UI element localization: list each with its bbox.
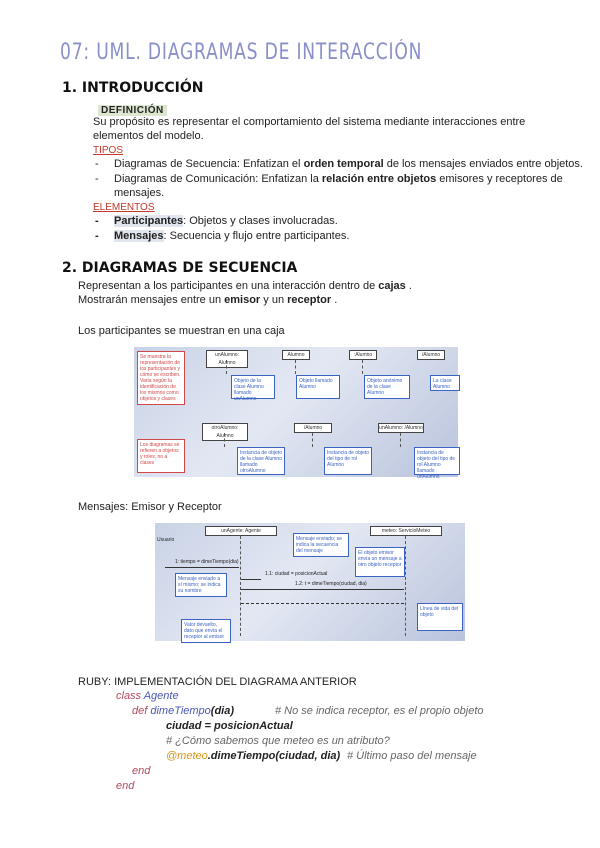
code-ivar: @meteo bbox=[166, 750, 208, 762]
ruby-caption: RUBY: IMPLEMENTACIÓN DEL DIAGRAMA ANTERIOR bbox=[78, 676, 357, 688]
code-keyword: def bbox=[132, 705, 148, 717]
line2-bold-emisor: emisor bbox=[224, 294, 261, 306]
tipo-secuencia bbox=[114, 157, 583, 171]
elemento-mensajes bbox=[114, 229, 349, 243]
line1-bold: cajas bbox=[378, 280, 406, 292]
participant-box-agente: unAgente: Agente bbox=[205, 526, 277, 536]
participant-box: /Alumno bbox=[417, 350, 445, 360]
note-instancia-rol-nombrada: Instancia de objeto del tipo de rol Alumno llamado unAlumno bbox=[414, 447, 460, 475]
line2-suffix: . bbox=[331, 294, 338, 306]
self-message-arrow bbox=[241, 579, 261, 580]
participant-box: :Alumno bbox=[349, 350, 377, 360]
code-end: end bbox=[132, 765, 151, 777]
line1-suffix: . bbox=[405, 280, 412, 292]
definicion-label-text: DEFINICIÓN bbox=[98, 105, 167, 116]
bullet-dash: - bbox=[95, 215, 99, 227]
lifeline bbox=[295, 360, 296, 374]
code-line-class bbox=[116, 689, 179, 704]
elemento-participantes bbox=[114, 214, 338, 228]
secuencia-line2 bbox=[78, 293, 337, 307]
lifeline bbox=[400, 433, 401, 447]
note-clase: La clase Alumno bbox=[430, 375, 460, 391]
note-emisor-receptor: El objeto emisor envía un mensaje a otro objeto receptor bbox=[355, 547, 405, 577]
note-objeto-llamado: Objeto llamado Alumno bbox=[296, 375, 340, 399]
message-arrow bbox=[165, 567, 239, 568]
note-mensaje-propio: Mensaje enviado a sí mismo; se indica su nombre bbox=[175, 573, 227, 597]
code-line-def bbox=[132, 704, 234, 719]
lifeline bbox=[312, 433, 313, 447]
note-objeto-nombrado: Objeto de la clase Alumno llamado unAlumno bbox=[231, 375, 275, 399]
code-line-assign: ciudad = posicionActual bbox=[166, 720, 293, 732]
elem1-rest: : Objetos y clases involucradas. bbox=[183, 215, 338, 227]
message-arrow bbox=[241, 589, 404, 590]
tipo2-prefix: Diagramas de Comunicación: Enfatizan la bbox=[114, 173, 322, 185]
red-note-representacion: Se muestra la representación de los participantes y cómo se escriben. Varía según la identificación de los mismos como objetos y clases bbox=[137, 351, 185, 405]
participant-box: otroAlumno: Alumno bbox=[202, 423, 248, 441]
note-instancia-rol: Instancia de objeto del tipo de rol Alumno bbox=[324, 447, 372, 475]
tipos-label: TIPOS bbox=[93, 145, 124, 156]
section-heading-introduccion: 1. INTRODUCCIÓN bbox=[62, 80, 204, 96]
code-args: (dia) bbox=[210, 705, 235, 717]
code-method-name: dimeTiempo bbox=[147, 705, 211, 717]
tipo-comunicacion bbox=[114, 172, 563, 186]
lifeline bbox=[224, 433, 225, 447]
code-call: .dimeTiempo(ciudad, dia) bbox=[207, 750, 341, 762]
participant-box: unAlumno: /Alumno bbox=[379, 425, 423, 431]
bullet-dash: - bbox=[95, 173, 99, 185]
bullet-dash: - bbox=[95, 230, 99, 242]
note-mensaje-enviado: Mensaje enviado; se indica la secuencia del mensaje bbox=[293, 533, 349, 557]
line2-prefix: Mostrarán mensajes entre un bbox=[78, 294, 225, 306]
tipo2-bold: relación entre objetos bbox=[321, 173, 437, 185]
code-comment: # Último paso del mensaje bbox=[347, 750, 477, 762]
tipo1-bold: orden temporal bbox=[303, 158, 384, 170]
lifeline-meteo bbox=[405, 536, 406, 636]
participant-box: Alumno bbox=[282, 350, 310, 360]
definicion-text-2: elementos del modelo. bbox=[93, 130, 204, 142]
lifeline bbox=[362, 360, 363, 374]
actor-label: Usuario bbox=[157, 537, 175, 543]
participants-caption: Los participantes se muestran en una caja bbox=[78, 325, 285, 337]
participant-box-meteo: meteo: ServicioMeteo bbox=[370, 526, 442, 536]
message-label: 1: tiempo = dimeTiempo(dia) bbox=[175, 559, 239, 565]
tipo-comunicacion-line2: mensajes. bbox=[114, 187, 165, 199]
tipo1-prefix: Diagramas de Secuencia: Enfatizan el bbox=[114, 158, 304, 170]
code-comment: # ¿Cómo sabemos que meteo es un atributo? bbox=[166, 735, 390, 747]
secuencia-line1 bbox=[78, 279, 412, 293]
message-label: 1.1: ciudad = posicionActual bbox=[265, 571, 328, 577]
note-linea-vida: Línea de vida del objeto bbox=[417, 603, 463, 631]
tipo2-suffix: emisores y receptores de bbox=[436, 173, 563, 185]
lifeline bbox=[226, 360, 227, 374]
red-note-roles: Los diagramas se refieren a objetos y roles, no a clases bbox=[137, 439, 185, 473]
participant-box: unAlumno: Alumno bbox=[206, 350, 248, 368]
elem1-bold: Participantes bbox=[114, 215, 184, 227]
code-end: end bbox=[116, 780, 135, 792]
code-line-call bbox=[166, 749, 340, 764]
messages-figure bbox=[155, 523, 465, 641]
code-class-name: Agente bbox=[141, 690, 179, 702]
participant-box: /Alumno bbox=[294, 423, 332, 433]
note-instancia-nombrada: Instancia de objeto de la clase Alumno llamado otroAlumno bbox=[237, 447, 285, 475]
participants-figure bbox=[134, 347, 458, 480]
note-valor-devuelto: Valor devuelto, dato que envía el receptor al emisor bbox=[181, 619, 231, 643]
note-objeto-anonimo: Objeto anónimo de la clase Alumno bbox=[364, 375, 410, 399]
elem2-bold: Mensajes bbox=[114, 230, 164, 242]
mensajes-caption: Mensajes: Emisor y Receptor bbox=[78, 501, 222, 513]
elementos-label: ELEMENTOS bbox=[93, 202, 155, 213]
message-label: 1.2: t = dimeTiempo(ciudad, dia) bbox=[295, 581, 367, 587]
return-arrow bbox=[241, 603, 404, 604]
code-comment: # No se indica receptor, es el propio objeto bbox=[275, 705, 484, 717]
definicion-text-1: Su propósito es representar el comportamiento del sistema mediante interacciones entre bbox=[93, 116, 526, 128]
bullet-dash: - bbox=[95, 158, 99, 170]
line2-mid: y un bbox=[260, 294, 288, 306]
line2-bold-receptor: receptor bbox=[287, 294, 332, 306]
tipo1-suffix: de los mensajes enviados entre objetos. bbox=[383, 158, 583, 170]
code-keyword: class bbox=[116, 690, 142, 702]
lifeline-agente bbox=[240, 536, 241, 636]
page-title: 07: UML. DIAGRAMAS DE INTERACCIÓN bbox=[60, 40, 423, 65]
section-heading-secuencia: 2. DIAGRAMAS DE SECUENCIA bbox=[62, 260, 298, 276]
elem2-rest: : Secuencia y flujo entre participantes. bbox=[163, 230, 350, 242]
line1-prefix: Representan a los participantes en una interacción dentro de bbox=[78, 280, 379, 292]
